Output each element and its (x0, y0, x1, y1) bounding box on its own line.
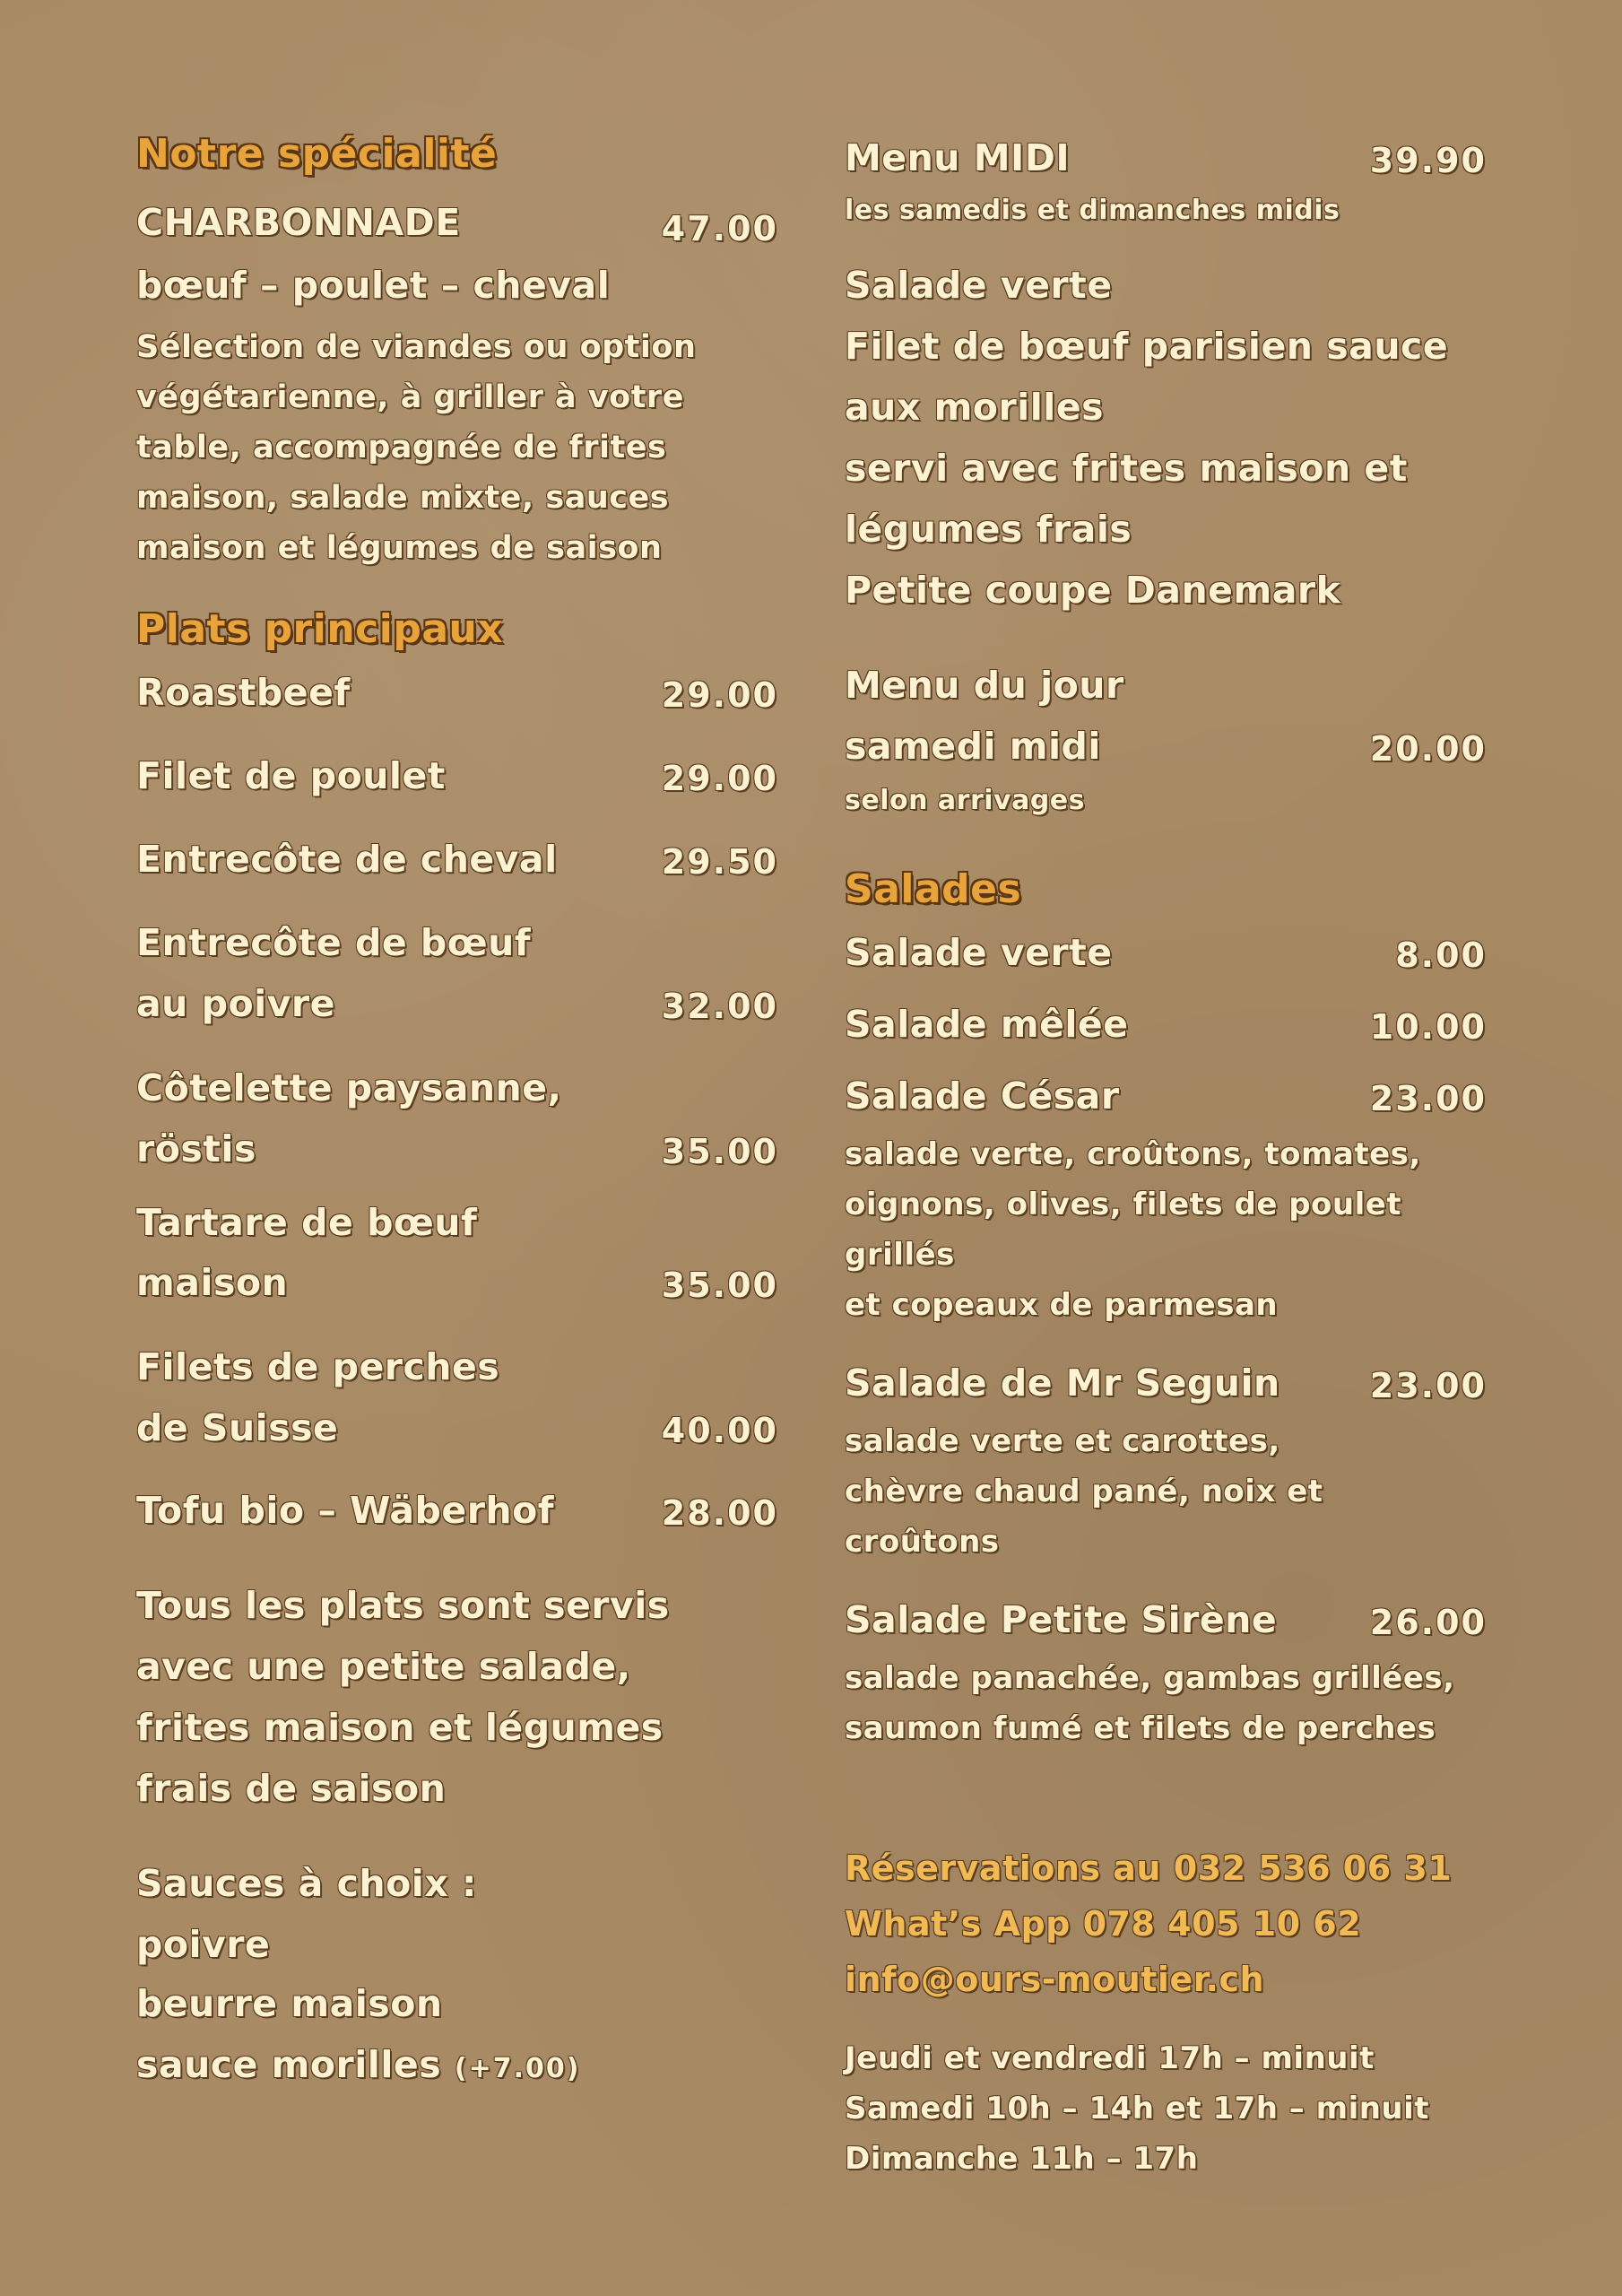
salade-desc-line: salade panachée, gambas grillées, (845, 1660, 1455, 1696)
plat-name-line2: maison (136, 1261, 289, 1304)
salades-heading: Salades (845, 866, 1022, 912)
menu-jour-title: Menu du jour (845, 664, 1124, 707)
salade-name: Salade verte (845, 931, 1113, 974)
plat-name: Filets de perches (136, 1345, 500, 1388)
sauce-item (136, 2043, 581, 2086)
plat-name-line2: de Suisse (136, 1406, 339, 1449)
plats-note-line: Tous les plats sont servis (136, 1584, 670, 1627)
menu-jour-subtitle: selon arrivages (845, 785, 1085, 816)
salade-desc-line: saumon fumé et filets de perches (845, 1710, 1436, 1746)
salade-desc-line: croûtons (845, 1524, 1000, 1560)
plats-heading: Plats principaux (136, 606, 504, 652)
plats-note-line: frais de saison (136, 1767, 447, 1810)
sauce-item: beurre maison (136, 1982, 443, 2025)
salade-name: Salade César (845, 1074, 1120, 1118)
plat-name-line2: au poivre (136, 982, 335, 1025)
plat-name: Filet de poulet (136, 754, 446, 797)
salade-desc-line: et copeaux de parmesan (845, 1287, 1279, 1323)
plat-name: Tofu bio – Wäberhof (136, 1489, 555, 1532)
charbonnade-desc-line: maison, salade mixte, sauces (136, 480, 670, 516)
salade-desc-line: oignons, olives, filets de poulet (845, 1187, 1402, 1222)
plat-name: Côtelette paysanne, (136, 1066, 562, 1109)
salade-desc-line: salade verte, croûtons, tomates, (845, 1136, 1421, 1172)
charbonnade-name: CHARBONNADE (136, 201, 461, 244)
sauces-title: Sauces à choix : (136, 1862, 477, 1905)
menu-midi-line: Salade verte (845, 264, 1113, 307)
plat-name-line2: röstis (136, 1127, 256, 1170)
hours-line: Dimanche 11h – 17h (845, 2141, 1199, 2177)
salade-desc-line: salade verte et carottes, (845, 1423, 1280, 1459)
salade-name: Salade de Mr Seguin (845, 1361, 1280, 1405)
plat-price: 35.00 (661, 1132, 778, 1171)
plat-name: Entrecôte de bœuf (136, 921, 532, 964)
menu-midi-line: Filet de bœuf parisien sauce (845, 325, 1449, 368)
salade-price: 26.00 (1369, 1603, 1487, 1642)
reservations-phone[interactable]: Réservations au 032 536 06 31 (845, 1848, 1453, 1888)
plats-note-line: frites maison et légumes (136, 1706, 664, 1749)
charbonnade-desc-line: maison et légumes de saison (136, 530, 663, 566)
menu-midi-price: 39.90 (1369, 141, 1487, 180)
charbonnade-price: 47.00 (661, 209, 778, 248)
sauce-item-name: sauce morilles (136, 2043, 442, 2086)
menu-midi-subtitle: les samedis et dimanches midis (845, 195, 1340, 226)
salade-price: 23.00 (1369, 1366, 1487, 1405)
plat-price: 28.00 (661, 1493, 778, 1533)
charbonnade-options: bœuf – poulet – cheval (136, 264, 611, 307)
plat-name: Roastbeef (136, 671, 351, 714)
plat-name: Tartare de bœuf (136, 1201, 478, 1244)
sauce-item: poivre (136, 1923, 271, 1966)
hours-line: Jeudi et vendredi 17h – minuit (845, 2040, 1375, 2076)
charbonnade-desc-line: végétarienne, à griller à votre (136, 379, 684, 415)
plat-price: 29.00 (661, 759, 778, 798)
menu-midi-line: Petite coupe Danemark (845, 569, 1341, 612)
salade-desc-line: chèvre chaud pané, noix et (845, 1474, 1323, 1509)
specialite-heading: Notre spécialité (136, 131, 498, 177)
menu-jour-price: 20.00 (1369, 729, 1487, 769)
menu-midi-line: servi avec frites maison et (845, 447, 1408, 490)
whatsapp-phone[interactable]: What’s App 078 405 10 62 (845, 1904, 1362, 1944)
salade-desc-line: grillés (845, 1237, 955, 1273)
plat-price: 29.00 (661, 675, 778, 715)
menu-midi-line: aux morilles (845, 386, 1105, 429)
menu-midi-line: légumes frais (845, 508, 1132, 551)
sauce-extra-price: (+7.00) (454, 2053, 581, 2084)
plat-name: Entrecôte de cheval (136, 838, 558, 881)
menu-jour-line2: samedi midi (845, 725, 1101, 768)
plat-price: 32.00 (661, 987, 778, 1026)
hours-line: Samedi 10h – 14h et 17h – minuit (845, 2091, 1430, 2126)
charbonnade-desc-line: Sélection de viandes ou option (136, 329, 697, 365)
salade-price: 10.00 (1369, 1007, 1487, 1047)
contact-email[interactable]: info@ours-moutier.ch (845, 1960, 1265, 1999)
plat-price: 29.50 (661, 842, 778, 882)
salade-name: Salade Petite Sirène (845, 1598, 1278, 1641)
plat-price: 40.00 (661, 1411, 778, 1450)
salade-price: 23.00 (1369, 1079, 1487, 1118)
salade-price: 8.00 (1395, 935, 1487, 975)
salade-name: Salade mêlée (845, 1003, 1129, 1046)
plats-note-line: avec une petite salade, (136, 1645, 631, 1688)
charbonnade-desc-line: table, accompagnée de frites (136, 430, 667, 465)
plat-price: 35.00 (661, 1265, 778, 1305)
menu-midi-title: Menu MIDI (845, 136, 1071, 179)
